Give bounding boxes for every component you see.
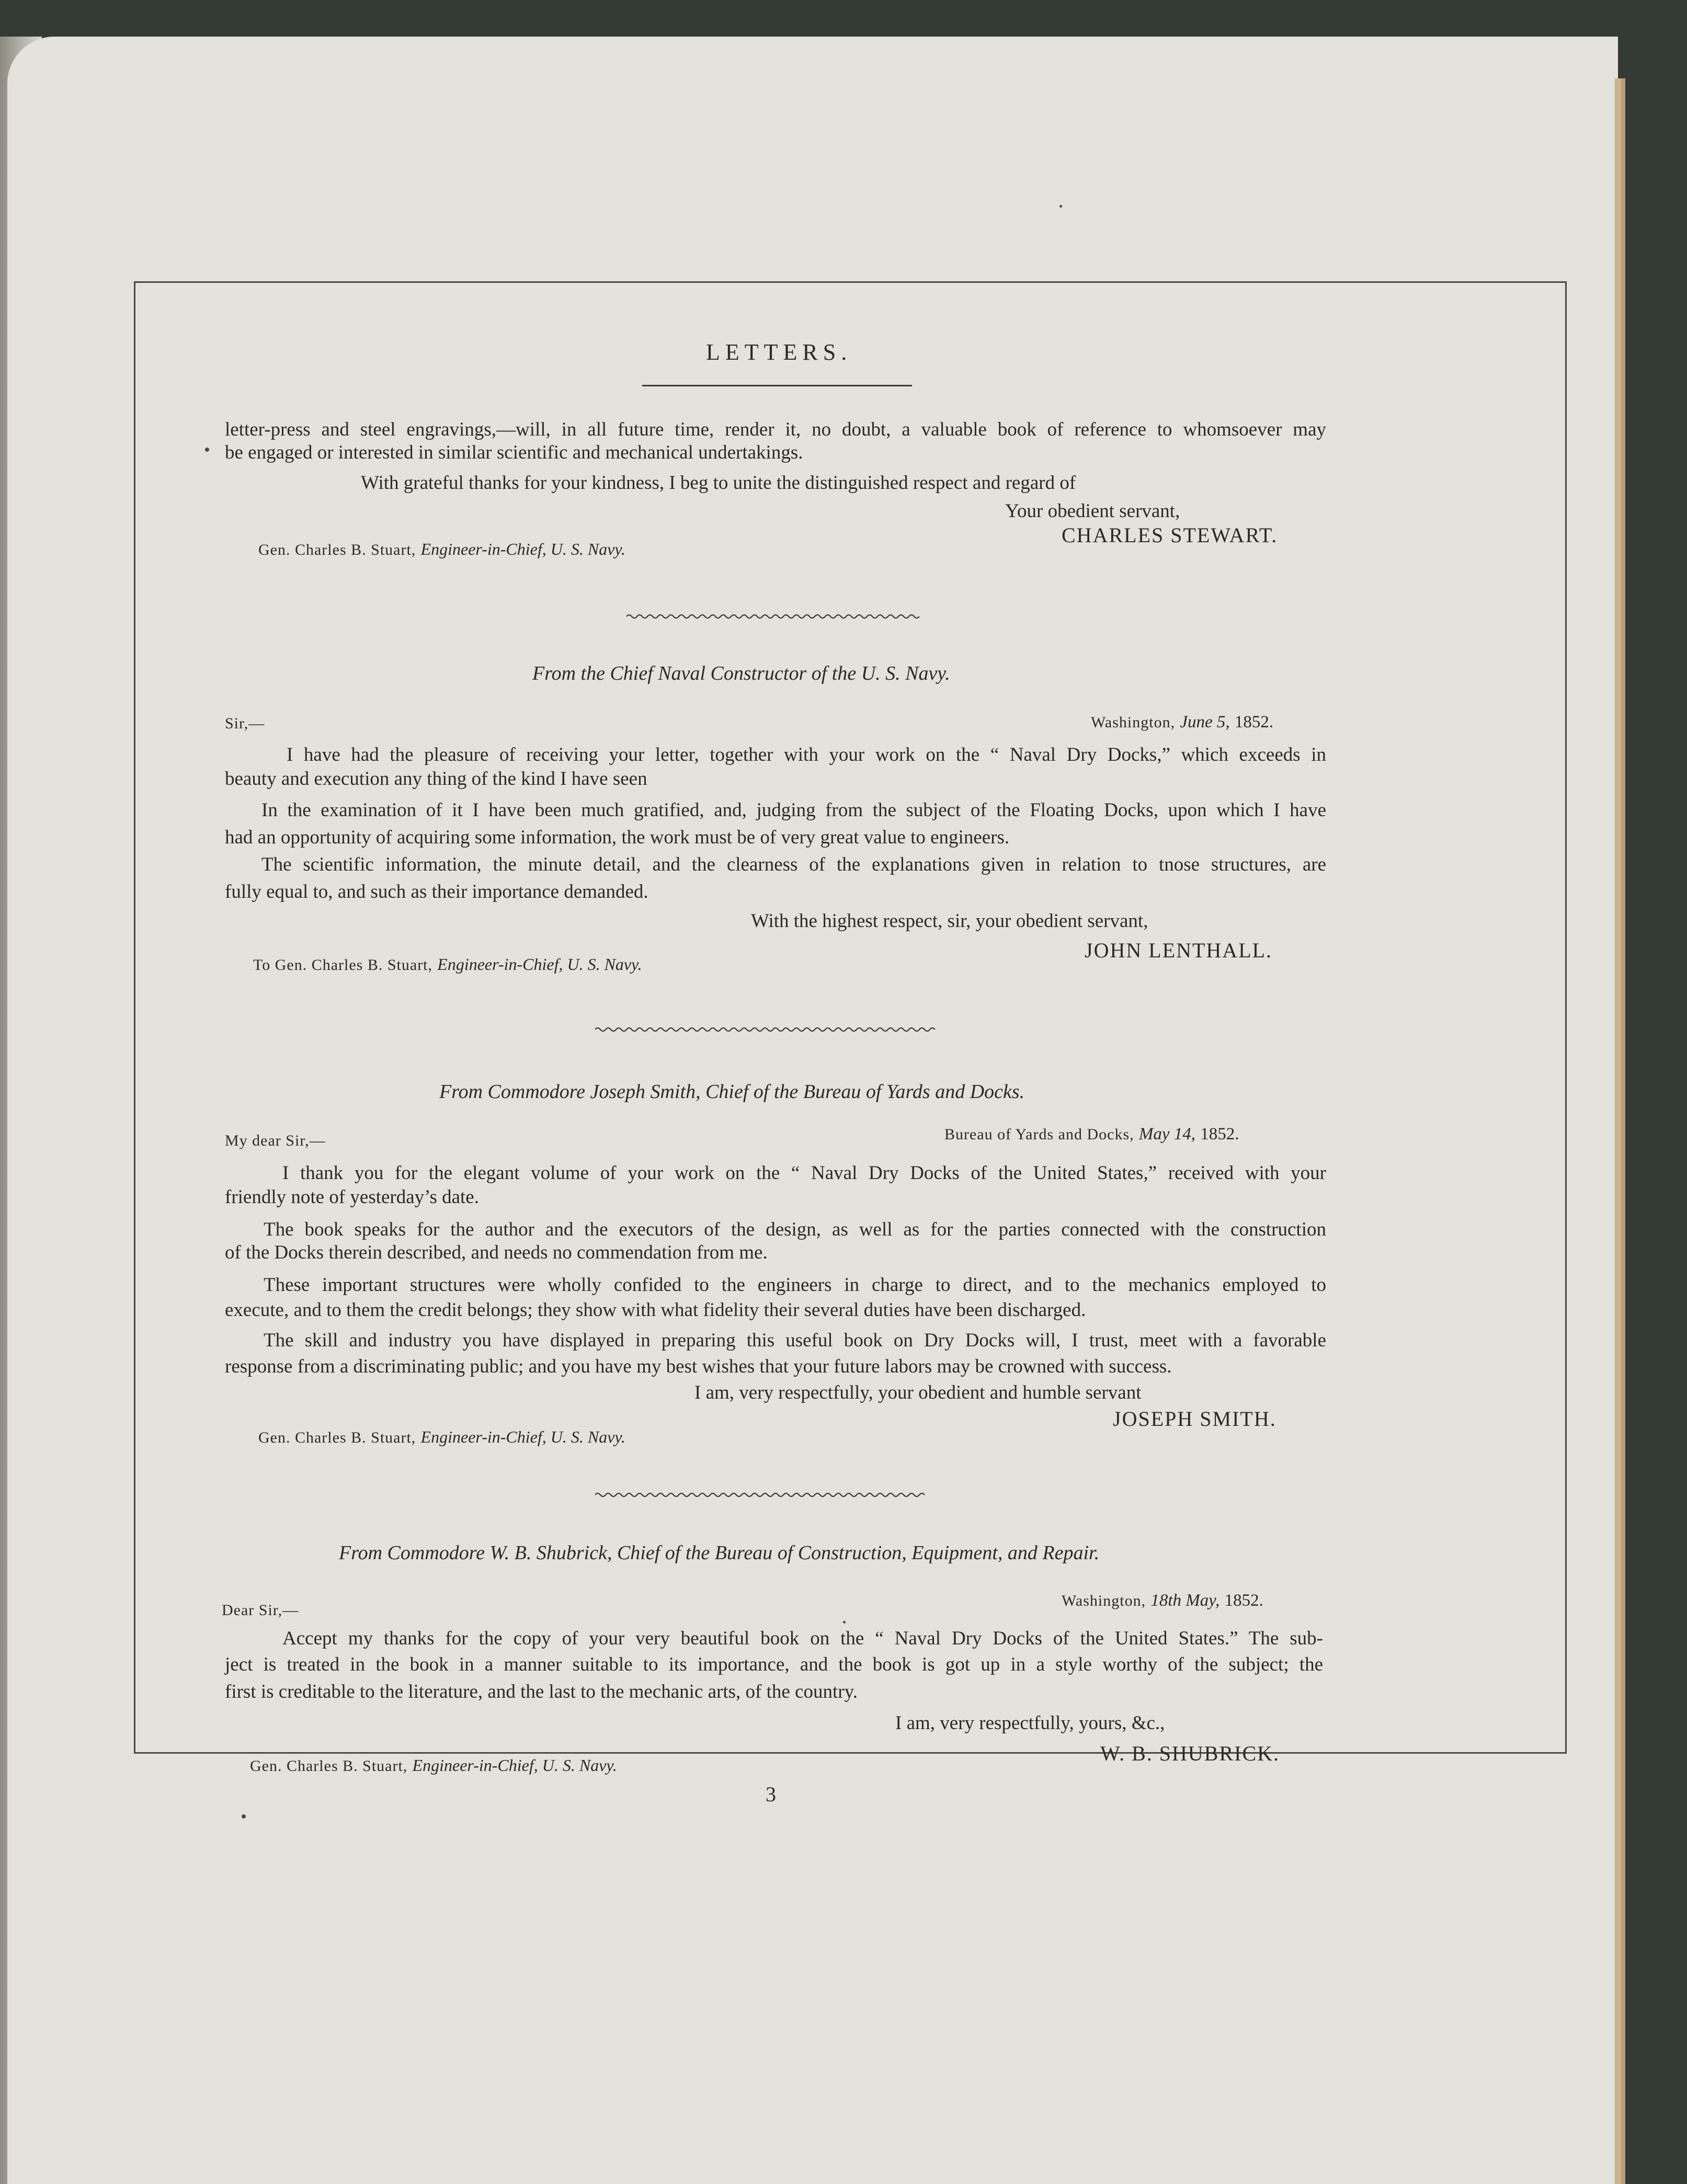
body-line: had an opportunity of acquiring some information, the work must be of very great value to engineers. xyxy=(225,827,1010,848)
body-line: The book speaks for the author and the executors of the design, as well as for the parties connected with the construction xyxy=(264,1219,1326,1240)
wavy-divider xyxy=(595,1491,930,1499)
dateline-year: 1852. xyxy=(1234,713,1274,731)
body-line: response from a discriminating public; and you have my best wishes that your future labors may be crowned with success. xyxy=(225,1356,1172,1377)
dateline xyxy=(1091,710,1273,734)
valediction: With the highest respect, sir, your obedient servant, xyxy=(751,910,1148,932)
addressee-name: Gen. Charles B. Stuart, xyxy=(250,1757,408,1775)
dateline-place: Washington, xyxy=(1091,714,1176,731)
addressee-name: To Gen. Charles B. Stuart, xyxy=(253,956,433,974)
page-number: 3 xyxy=(766,1782,776,1806)
addressee xyxy=(258,1425,625,1449)
wavy-divider xyxy=(626,613,925,620)
dateline-year: 1852. xyxy=(1200,1125,1239,1144)
valediction: I am, very respectfully, your obedient and humble servant xyxy=(694,1382,1142,1403)
body-line: execute, and to them the credit belongs; they show with what fidelity their several duties have been discharged. xyxy=(225,1299,1086,1321)
addressee-title: Engineer-in-Chief, U. S. Navy. xyxy=(420,1427,625,1446)
signature: W. B. SHUBRICK. xyxy=(1100,1742,1280,1765)
ink-speck xyxy=(242,1814,246,1819)
closing-line: With grateful thanks for your kindness, I beg to unite the distinguished respect and regard of xyxy=(361,472,1076,494)
dateline xyxy=(944,1122,1239,1146)
dateline-place: Washington, xyxy=(1062,1592,1146,1609)
addressee-title: Engineer-in-Chief, U. S. Navy. xyxy=(412,1756,617,1775)
body-line: Accept my thanks for the copy of your very beautiful book on the “ Naval Dry Docks of the United States.” The sub- xyxy=(282,1628,1323,1649)
body-line: ject is treated in the book in a manner suitable to its importance, and the book is got up in a style worthy of the subject; the xyxy=(225,1654,1323,1675)
dateline-year: 1852. xyxy=(1224,1591,1263,1610)
heading-rule xyxy=(642,385,912,386)
body-line: I thank you for the elegant volume of your work on the “ Naval Dry Docks of the United States,” received with your xyxy=(282,1162,1326,1184)
body-line: The scientific information, the minute detail, and the clearness of the explanations given in relation to tnose structures, are xyxy=(261,854,1326,875)
addressee-title: Engineer-in-Chief, U. S. Navy. xyxy=(437,955,642,974)
salutation: Dear Sir,— xyxy=(222,1602,299,1619)
body-line: These important structures were wholly confided to the engineers in charge to direct, and to the mechanics employed to xyxy=(264,1274,1326,1296)
body-line: In the examination of it I have been much gratified, and, judging from the subject of the Floating Docks, upon which I have xyxy=(261,799,1326,821)
body-line: friendly note of yesterday’s date. xyxy=(225,1186,479,1208)
valediction: Your obedient servant, xyxy=(1005,500,1180,522)
dateline xyxy=(1062,1588,1263,1613)
body-line: be engaged or interested in similar scientific and mechanical undertakings. xyxy=(225,442,803,463)
addressee-title: Engineer-in-Chief, U. S. Navy. xyxy=(420,540,625,558)
ink-speck xyxy=(205,448,209,452)
dateline-date: 18th May, xyxy=(1150,1591,1220,1610)
body-line: letter-press and steel engravings,—will, in all future time, render it, no doubt, a valuable book of reference to whomsoever may xyxy=(225,419,1326,440)
addressee xyxy=(253,953,642,977)
wavy-divider xyxy=(595,1026,940,1033)
ink-speck xyxy=(1059,205,1062,208)
page-heading: LETTERS. xyxy=(706,339,852,365)
addressee-name: Gen. Charles B. Stuart, xyxy=(258,541,416,558)
letter-header: From the Chief Naval Constructor of the U. S. Navy. xyxy=(532,662,950,684)
salutation: Sir,— xyxy=(225,715,265,732)
letter-header: From Commodore W. B. Shubrick, Chief of the Bureau of Construction, Equipment, and Repair. xyxy=(339,1542,1100,1564)
body-line: beauty and execution any thing of the kind I have seen xyxy=(225,768,647,790)
page-edge xyxy=(1621,78,1625,2184)
signature: CHARLES STEWART. xyxy=(1062,523,1278,547)
addressee xyxy=(250,1754,617,1778)
body-line: of the Docks therein described, and needs no commendation from me. xyxy=(225,1242,768,1263)
page-edge xyxy=(1615,78,1621,2184)
body-line: I have had the pleasure of receiving your letter, together with your work on the “ Naval Dry Docks,” which exceeds in xyxy=(287,744,1326,765)
body-line: first is creditable to the literature, and the last to the mechanic arts, of the country. xyxy=(225,1681,858,1702)
valediction: I am, very respectfully, yours, &c., xyxy=(895,1712,1165,1734)
page-border xyxy=(134,281,1567,1754)
signature: JOHN LENTHALL. xyxy=(1085,939,1273,962)
dateline-date: May 14, xyxy=(1138,1125,1196,1144)
dateline-place: Bureau of Yards and Docks, xyxy=(944,1126,1134,1143)
ink-speck xyxy=(843,1621,846,1623)
letter-header: From Commodore Joseph Smith, Chief of the Bureau of Yards and Docks. xyxy=(439,1081,1025,1103)
salutation: My dear Sir,— xyxy=(225,1132,326,1149)
dateline-date: June 5, xyxy=(1180,713,1230,731)
addressee xyxy=(258,538,625,562)
signature: JOSEPH SMITH. xyxy=(1113,1407,1276,1431)
body-line: fully equal to, and such as their importance demanded. xyxy=(225,881,648,902)
body-line: The skill and industry you have displayed in preparing this useful book on Dry Docks will, I trust, meet with a favorable xyxy=(264,1330,1326,1351)
addressee-name: Gen. Charles B. Stuart, xyxy=(258,1429,416,1446)
